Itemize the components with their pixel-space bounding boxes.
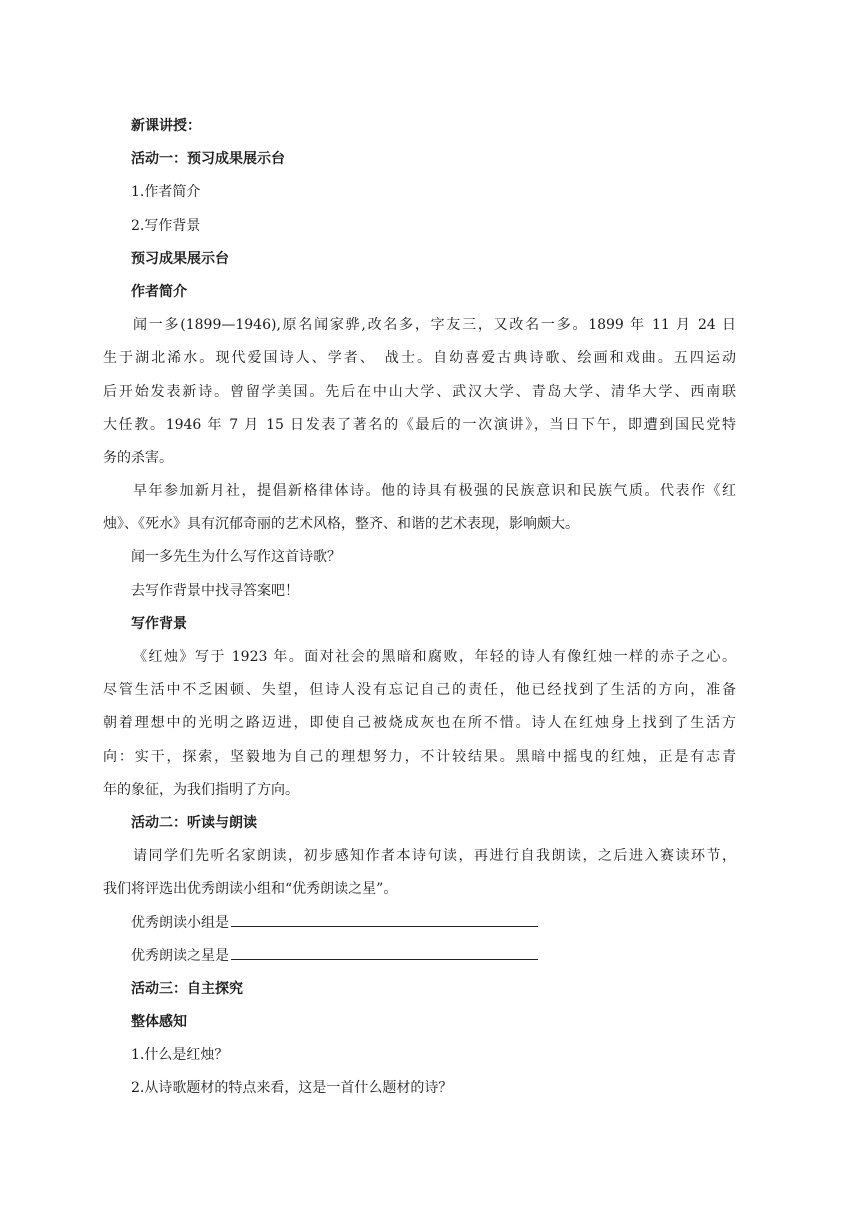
paragraph-line: 尽管生活中不乏困顿、失望，但诗人没有忘记自己的责任，他已经找到了生活的方向，准备 xyxy=(103,682,736,699)
section-overall-perception: 整体感知 xyxy=(131,1014,187,1031)
excellent-star-blank[interactable] xyxy=(231,941,538,960)
activity1-title: 活动一：预习成果展示台 xyxy=(131,151,285,168)
paragraph-line: 生于湖北浠水。现代爱国诗人、学者、 战士。自幼喜爱古典诗歌、绘画和戏曲。五四运动 xyxy=(103,350,736,367)
item-writing-background: 2.写作背景 xyxy=(131,217,201,234)
question-1: 1.什么是红烛？ xyxy=(131,1047,229,1064)
paragraph-line: 早年参加新月社，提倡新格律体诗。他的诗具有极强的民族意识和民族气质。代表作《红 xyxy=(133,483,736,500)
activity2-paragraph xyxy=(103,840,736,906)
excellent-group-blank[interactable] xyxy=(231,908,538,927)
section-writing-background: 写作背景 xyxy=(131,615,187,632)
paragraph-line: 烛》、《死水》具有沉郁奇丽的艺术风格，整齐、和谐的艺术表现，影响颇大。 xyxy=(103,516,579,533)
paragraph-line: 我们将评选出优秀朗读小组和“优秀朗读之星”。 xyxy=(103,881,398,898)
section-preview-showcase: 预习成果展示台 xyxy=(131,250,229,267)
paragraph-line: 《红烛》写于 1923 年。面对社会的黑暗和腐败，年轻的诗人有像红烛一样的赤子之心。 xyxy=(133,649,736,665)
section-author-intro: 作者简介 xyxy=(131,283,187,300)
document-body xyxy=(103,110,736,1106)
activity2-title: 活动二：听读与朗读 xyxy=(131,814,257,831)
question-why-write: 闻一多先生为什么写作这首诗歌？ xyxy=(131,549,341,566)
excellent-group-label: 优秀朗读小组是 xyxy=(131,914,229,931)
paragraph-line: 闻一多(1899—1946),原名闻家骅,改名多，字友三，又改名一多。1899 年 11 月 24 日 xyxy=(133,317,736,334)
excellent-group-row xyxy=(131,907,736,940)
author-paragraph-1 xyxy=(103,309,736,475)
heading-new-lesson: 新课讲授： xyxy=(131,118,201,134)
paragraph-line: 大任教。1946 年 7 月 15 日发表了著名的《最后的一次演讲》，当日下午，即遭到国民党特 xyxy=(103,416,736,433)
paragraph-line: 年的象征，为我们指明了方向。 xyxy=(103,781,299,798)
item-author-intro: 1.作者简介 xyxy=(131,184,201,201)
activity3-title: 活动三：自主探究 xyxy=(131,980,243,997)
paragraph-line: 请同学们先听名家朗读，初步感知作者本诗句读，再进行自我朗读，之后进入赛读环节， xyxy=(133,848,736,865)
excellent-star-label: 优秀朗读之星是 xyxy=(131,947,229,964)
paragraph-line: 后开始发表新诗。曾留学美国。先后在中山大学、武汉大学、青岛大学、清华大学、西南联 xyxy=(103,383,736,400)
background-paragraph xyxy=(103,641,736,807)
paragraph-line: 务的杀害。 xyxy=(103,449,173,466)
prompt-find-answer: 去写作背景中找寻答案吧！ xyxy=(131,582,299,599)
author-paragraph-2 xyxy=(103,475,736,541)
paragraph-line: 向：实干，探索，坚毅地为自己的理想努力，不计较结果。黑暗中摇曳的红烛，正是有志青 xyxy=(103,748,736,765)
excellent-star-row xyxy=(131,940,736,973)
question-2: 2.从诗歌题材的特点来看，这是一首什么题材的诗？ xyxy=(131,1080,453,1097)
paragraph-line: 朝着理想中的光明之路迈进，即使自己被烧成灰也在所不惜。诗人在红烛身上找到了生活方 xyxy=(103,715,736,732)
